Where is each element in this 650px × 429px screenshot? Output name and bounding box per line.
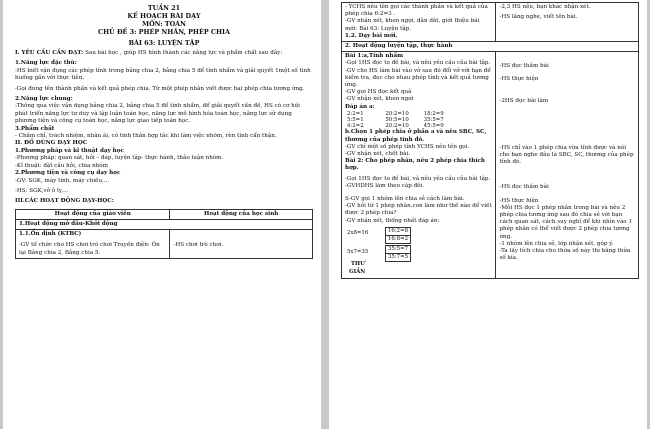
table-cell: [496, 3, 639, 42]
paragraph: -HS biết vận dụng các phép tính trong bảng chia 2, bảng chia 5 để tính nhẩm và giải quyết 1một số tình huống gắn với thực tiễn.: [15, 67, 311, 82]
answer-cell: 35:5=7: [423, 117, 444, 124]
student-activity: -HS lắng nghe, viết tên bài.: [499, 14, 578, 21]
teacher-activity: -GV cho HS làm bài vào vở sau đó đổi vở với bạn để kiểm tra, đọc cho nhau phép tính và kết quả tương ứng.: [345, 67, 491, 89]
table-cell: [342, 52, 496, 279]
subject-title: MÔN: TOÁN: [142, 20, 186, 28]
paragraph: -Phương pháp: quan sát, hỏi – đáp, luyện tập- thực hành, thảo luận nhóm.: [15, 155, 224, 162]
paragraph: - Chăm chỉ, trách nhiệm, nhân ái, có tinh thần hợp tác khi làm việc nhóm, rèn tính cẩn thận.: [15, 133, 277, 140]
plan-title: KẾ HOẠCH BÀI DẠY: [127, 12, 201, 20]
multiplication-diagram: [345, 227, 492, 277]
section-heading: 1.Năng lực đặc thù:: [15, 60, 77, 67]
section-label: GIẢN: [349, 268, 366, 275]
column-header-teacher: Hoạt động của giáo viên: [16, 209, 170, 219]
division-1a: 16:2=8: [385, 227, 411, 236]
division-2a: 35:5=7: [385, 245, 411, 254]
student-activity: -Ta lấy tích chia cho thừa số này thì bằng thừa số kia.: [499, 248, 631, 262]
answer-cell: 5:5=1: [347, 117, 364, 124]
division-2b: 35:7=5: [385, 253, 411, 262]
activity-table-continued: [341, 2, 639, 279]
table-cell: [496, 52, 639, 279]
teacher-activity: S-GV gọi 1 nhóm lên chia sẻ cách làm bài.: [345, 196, 465, 203]
student-activity: -2HS đọc bài làm: [499, 97, 549, 104]
section-heading: III.CÁC HOẠT ĐỘNG DẠY-HỌC:: [15, 198, 114, 205]
teacher-activity: -GV tổ chức cho HS chơi trò chơi Truyền điện: Ôn lại Bảng chia 2, Bảng chia 5.: [19, 242, 160, 256]
student-activity: -2,3 HS nêu, bạn khác nhận xét.: [499, 4, 591, 10]
student-activity: -1 nhóm lên chia sẻ, lớp nhận xét, góp ý.: [499, 240, 614, 247]
table-cell: [170, 230, 313, 259]
section-heading: 2.Năng lực chung:: [15, 96, 73, 103]
section-label: THƯ: [351, 260, 365, 267]
paragraph: -Kĩ thuật: đặt câu hỏi, chia nhóm: [15, 162, 108, 169]
activity-subheading: 1.2. Dạy bài mới.: [345, 32, 398, 39]
exercise-title: Bài 1:a,Tính nhẩm: [345, 53, 403, 60]
requirements: [15, 50, 313, 57]
teacher-activity: -GV nhận xét, thống nhất đáp án:: [345, 217, 440, 224]
section-heading: 3.Phẩm chất: [15, 125, 55, 132]
answer-cell: 50:5=10: [385, 117, 409, 124]
requirements-heading: I. YÊU CẦU CẦN ĐẠT:: [15, 50, 84, 56]
subsection-heading: 2.Phương tiện và công cụ dạy học: [15, 170, 121, 177]
topic-title: CHỦ ĐỀ 3: PHÉP NHÂN, PHÉP CHIA: [98, 28, 230, 36]
multiplication-2: 5x7=35: [347, 248, 369, 255]
activity-subheading: 1.1.Ổn định (KTBC): [19, 231, 82, 238]
answer-cell: 20:2=10: [385, 110, 409, 117]
answer-cell: 4:2=2: [347, 123, 364, 130]
table-cell: [342, 3, 496, 42]
teacher-activity: -GV nhận xét, khen ngợi: [345, 96, 414, 103]
activity-table: [15, 209, 313, 259]
student-activity: -HS chơi trò chơi.: [173, 242, 224, 249]
teacher-activity: -GV nhận xét, chốt bài.: [345, 151, 411, 158]
answer-cell: 45:5=9: [423, 123, 444, 130]
lesson-title: BÀI 63: LUYỆN TẬP: [128, 39, 200, 47]
section-heading: II. ĐỒ DÙNG DẠY HỌC: [15, 140, 88, 147]
activity-heading: 1.Hoạt động mở đầu-Khởi động: [16, 219, 313, 229]
teacher-activity: -GV gọi HS đọc kết quả: [345, 89, 412, 96]
student-activity: -HS thực hiện: [499, 76, 539, 83]
subsection-heading: 1.Phương pháp và kĩ thuật dạy học: [15, 147, 124, 154]
right-page: [329, 0, 647, 429]
teacher-activity: -Gọi 1HS đọc to đề bài, và nêu yêu cầu của bài tập.: [345, 175, 491, 182]
answer-cell: 18:2=9: [423, 110, 444, 117]
teacher-activity: -GVHDHS làm theo cặp đôi.: [345, 182, 425, 189]
paragraph: -GV: SGK, máy tính, máy chiếu,...: [15, 177, 110, 184]
answer-label: Đáp án a:: [345, 103, 375, 110]
activity-heading: 2. Hoạt động luyện tập, thực hành: [342, 42, 639, 52]
student-activity: -HS đọc thầm bài: [499, 63, 549, 70]
teacher-activity: -GV nhận xét, khen ngợi, dẫn dắt, giới thiệu bài mới: Bài 63: Luyện tập.: [345, 18, 480, 32]
student-activity: -HS thực hiện: [499, 197, 539, 204]
teacher-activity: -GV hỏi từ 1 phép nhân.con làm như thế nào để viết được 2 phép chia?: [345, 203, 492, 217]
teacher-activity: -Gọi 1HS đọc to đề bài, và nêu yêu cầu của bài tập.: [345, 60, 491, 67]
answer-grid: [345, 111, 460, 130]
division-1b: 16:8=2: [385, 235, 411, 244]
answer-cell: 2:2=1: [347, 110, 364, 117]
requirements-text: Sau bài học , giúp HS hình thành các năng lực và phẩm chất sau đây:: [83, 50, 283, 56]
left-page: [3, 0, 321, 429]
answer-cell: 20:2=10: [385, 123, 409, 130]
paragraph: -Gọi đúng tên thành phần và kết quả phép chia. Từ một phép nhân viết được hai phép chia tương ứng.: [15, 85, 305, 92]
table-cell: [16, 230, 170, 259]
multiplication-1: 2x8=16: [347, 229, 369, 236]
column-header-student: Hoạt động của học sinh: [170, 209, 313, 219]
week-title: TUẦN 21: [147, 4, 181, 12]
student-activity: -HS đọc thầm bài: [499, 184, 549, 191]
exercise-title: b.Chọn 1 phép chia ở phần a và nêu SBC, SC, thương của phép tính đó.: [345, 129, 487, 143]
exercise-title: Bài 2: Cho phép nhân, nêu 2 phép chia thích hợp.: [345, 158, 485, 172]
teacher-activity: - YCHS nêu tên gọi các thành phần và kết quả của phép chia 6:2=3 .: [345, 4, 488, 18]
paragraph: -HS: SGK,vở ô ly,...: [15, 187, 69, 194]
teacher-activity: -GV chỉ một số phép tính YCHS nêu tên gọi.: [345, 143, 470, 150]
student-activity: -Mỗi HS đọc 1 phép nhân trong bài và nêu 2 phép chia tương ứng sau đó chia sẻ với bạn cách quan sát, cách suy nghĩ để khi nhìn vào 1 phép nhân có thể viết được 2 phép chia tương ứng.: [499, 204, 633, 240]
student-activity: -HS chỉ vào 1 phép chia vừa tính được và nói cho bạn nghe đâu là SBC, SC, thương của phép tính đó.: [499, 144, 634, 166]
paragraph: -Thông qua việc vận dụng bảng chia 2, bảng chia 5 để tính nhẩm, để giải quyết vấn đề, HS có cơ hội phát triển năng lực tư duy và lập luận toán học, năng lực mô hình hóa toán học, năng lực sử dụng phương tiện và công cụ toán học, năng lực giao tiếp toán học.: [15, 103, 300, 125]
